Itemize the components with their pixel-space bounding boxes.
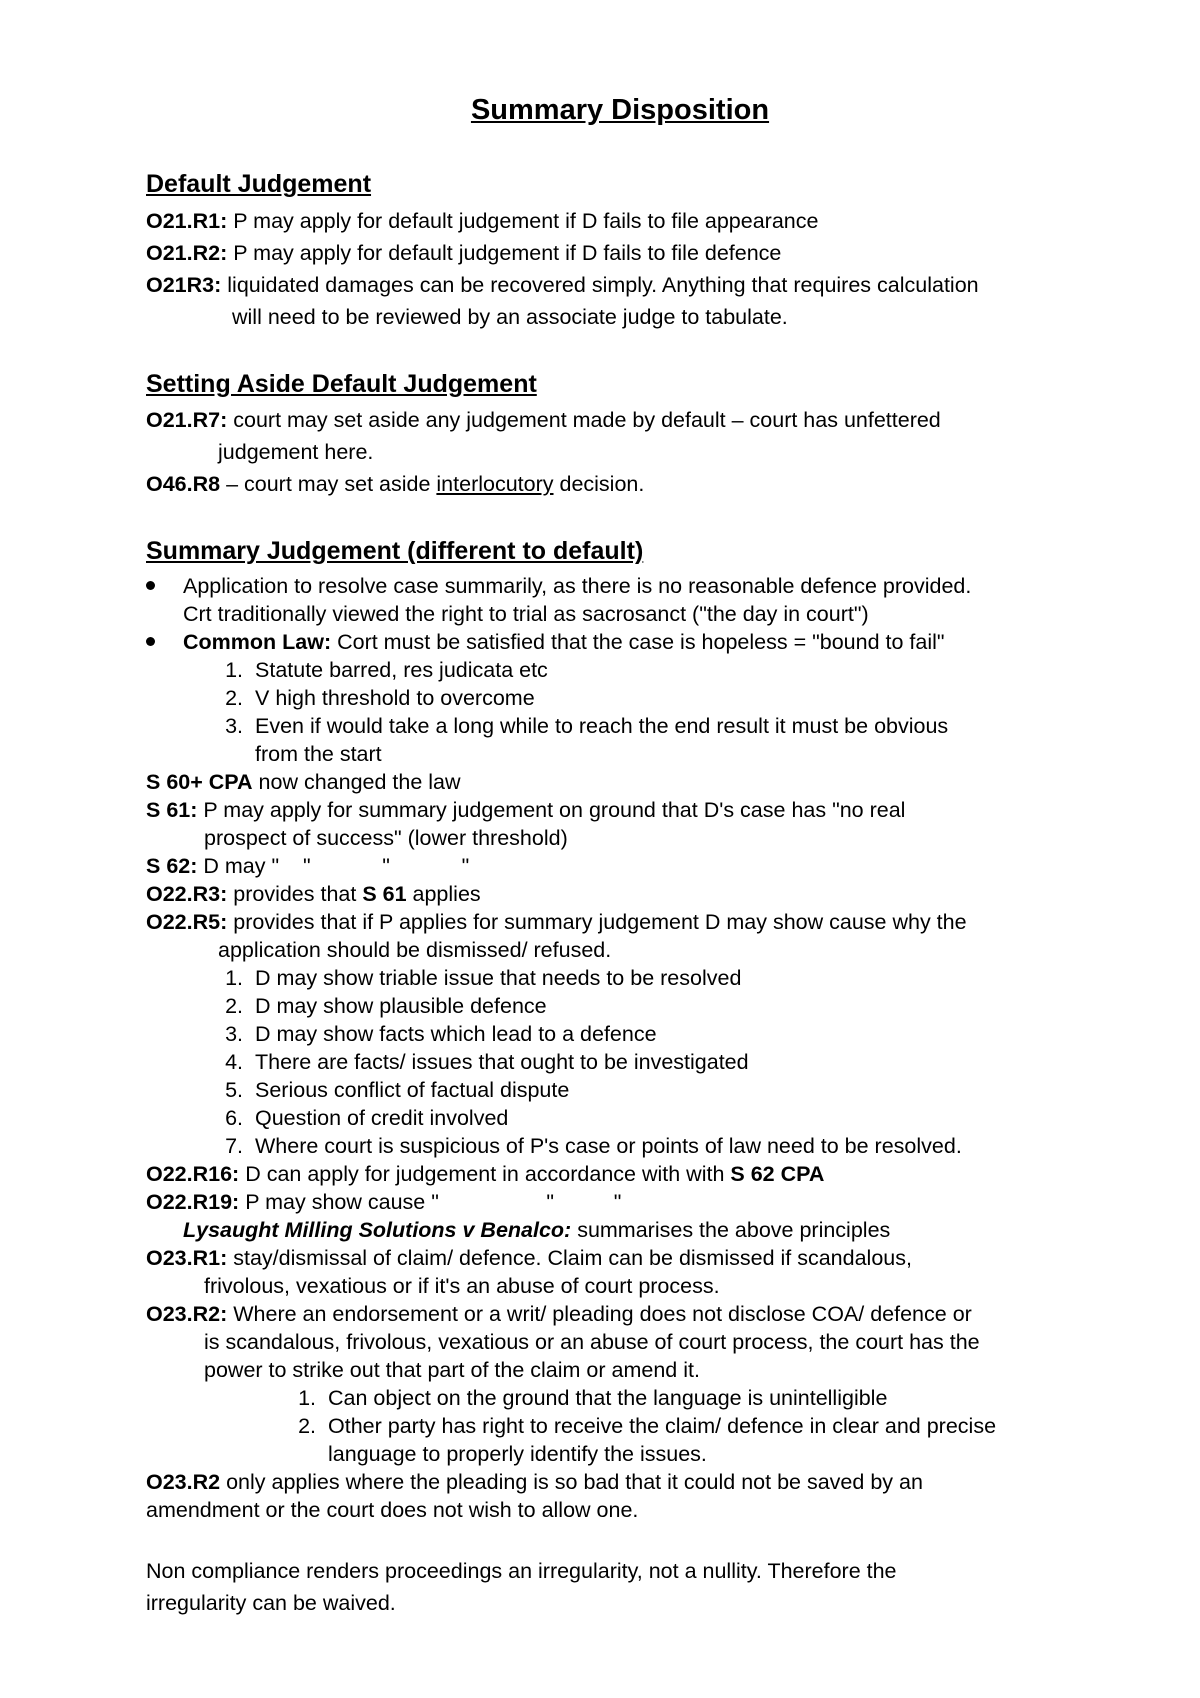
rule-text: now changed the law [252,770,461,794]
rule-text: P may apply for default judgement if D fails to file appearance [227,209,819,233]
page-title: Summary Disposition [470,94,770,126]
rule-text: P may apply for default judgement if D fails to file defence [227,241,782,265]
rule-label: S 61: [146,798,198,822]
list-item: There are facts/ issues that ought to be investigated [255,1050,749,1074]
list-number: 1. [225,966,243,990]
rule-text: P may show cause " " " [239,1190,622,1214]
rule-o21r3-continued: will need to be reviewed by an associate judge to tabulate. [232,305,788,329]
rule-o22r16 [146,1161,824,1187]
closing-paragraph: Non compliance renders proceedings an irregularity, not a nullity. Therefore the [146,1559,897,1583]
rule-label: O21.R7: [146,408,228,432]
rule-o21r2 [146,240,781,266]
rule-o46r8 [146,471,644,497]
rule-label: O22.R16: [146,1162,240,1186]
rule-o22r5 [146,909,967,935]
list-number: 2. [225,994,243,1018]
rule-text: court may set aside any judgement made by default – court has unfettered [227,408,941,432]
rule-text: D may " " " " [197,854,470,878]
rule-text-end: decision. [553,472,645,496]
rule-o23r2-continued: power to strike out that part of the claim or amend it. [204,1358,700,1382]
rule-o23r2-continued: is scandalous, frivolous, vexatious or an abuse of court process, the court has the [204,1330,980,1354]
underlined-term: interlocutory [436,472,554,496]
bullet-icon [146,581,155,590]
rule-o23r2-note [146,1469,923,1495]
rule-s61 [146,797,905,823]
rule-text-end: applies [406,882,481,906]
bullet-text-1: Application to resolve case summarily, as there is no reasonable defence provided. [183,574,972,598]
case-text: summarises the above principles [571,1218,891,1242]
rule-label: O22.R19: [146,1190,240,1214]
list-item: D may show plausible defence [255,994,547,1018]
list-number: 4. [225,1050,243,1074]
list-number: 1. [225,658,243,682]
rule-label: O23.R2: [146,1302,228,1326]
rule-o21r1 [146,208,818,234]
bullet-text: Cort must be satisfied that the case is hopeless = "bound to fail" [331,630,945,654]
list-item: Other party has right to receive the claim/ defence in clear and precise [328,1414,997,1438]
rule-label: O23.R1: [146,1246,228,1270]
list-item-continued: from the start [255,742,382,766]
list-item: Serious conflict of factual dispute [255,1078,570,1102]
bullet-text-1-continued: Crt traditionally viewed the right to trial as sacrosanct ("the day in court") [183,602,869,626]
rule-label: S 60+ CPA [146,770,253,794]
list-item: Statute barred, res judicata etc [255,658,548,682]
rule-ref: S 62 CPA [730,1162,825,1186]
list-item: Can object on the ground that the language is unintelligible [328,1386,888,1410]
rule-o22r3 [146,881,481,907]
rule-label: O23.R2 [146,1470,221,1494]
rule-ref: S 61 [362,882,407,906]
list-number: 1. [298,1386,316,1410]
rule-o23r1 [146,1245,912,1271]
list-item-continued: language to properly identify the issues. [328,1442,707,1466]
rule-o23r1-continued: frivolous, vexatious or if it's an abuse of court process. [204,1274,720,1298]
rule-o22r5-continued: application should be dismissed/ refused. [218,938,612,962]
case-name: Lysaught Milling Solutions v Benalco: [183,1218,572,1242]
bullet-label: Common Law: [183,630,332,654]
rule-o21r7 [146,407,941,433]
heading-summary-judgement: Summary Judgement (different to default) [146,537,644,565]
rule-label: O22.R5: [146,910,228,934]
list-item: V high threshold to overcome [255,686,535,710]
list-item: D may show triable issue that needs to be resolved [255,966,742,990]
list-number: 3. [225,714,243,738]
list-number: 2. [298,1414,316,1438]
rule-s60 [146,769,461,795]
bullet-icon [146,637,155,646]
heading-default-judgement: Default Judgement [146,170,372,198]
rule-label: O21R3: [146,273,222,297]
list-number: 3. [225,1022,243,1046]
rule-text: Where an endorsement or a writ/ pleading does not disclose COA/ defence or [227,1302,972,1326]
rule-text: – court may set aside [220,472,437,496]
list-item: Question of credit involved [255,1106,509,1130]
rule-text: P may apply for summary judgement on ground that D's case has "no real [197,798,906,822]
closing-paragraph-continued: irregularity can be waived. [146,1591,396,1615]
rule-o22r19 [146,1189,621,1215]
rule-label: O46.R8 [146,472,221,496]
list-number: 6. [225,1106,243,1130]
list-item: Where court is suspicious of P's case or points of law need to be resolved. [255,1134,962,1158]
rule-s62 [146,853,469,879]
rule-text: stay/dismissal of claim/ defence. Claim can be dismissed if scandalous, [227,1246,912,1270]
rule-o21r7-continued: judgement here. [218,440,374,464]
rule-o23r2-note-continued: amendment or the court does not wish to allow one. [146,1498,639,1522]
rule-text: D can apply for judgement in accordance with with [239,1162,731,1186]
rule-text: liquidated damages can be recovered simply. Anything that requires calculation [221,273,979,297]
rule-text: provides that if P applies for summary judgement D may show cause why the [227,910,967,934]
rule-label: O22.R3: [146,882,228,906]
heading-setting-aside: Setting Aside Default Judgement [146,370,537,398]
bullet-text-2 [183,629,945,655]
list-item: D may show facts which lead to a defence [255,1022,657,1046]
rule-o23r2 [146,1301,972,1327]
rule-text: provides that [227,882,363,906]
rule-o21r3 [146,272,979,298]
rule-label: S 62: [146,854,198,878]
rule-text: only applies where the pleading is so bad that it could not be saved by an [220,1470,923,1494]
list-number: 2. [225,686,243,710]
list-number: 7. [225,1134,243,1158]
rule-s61-continued: prospect of success" (lower threshold) [204,826,568,850]
rule-label: O21.R1: [146,209,228,233]
rule-label: O21.R2: [146,241,228,265]
case-lysaught [183,1217,890,1243]
list-number: 5. [225,1078,243,1102]
list-item: Even if would take a long while to reach the end result it must be obvious [255,714,949,738]
